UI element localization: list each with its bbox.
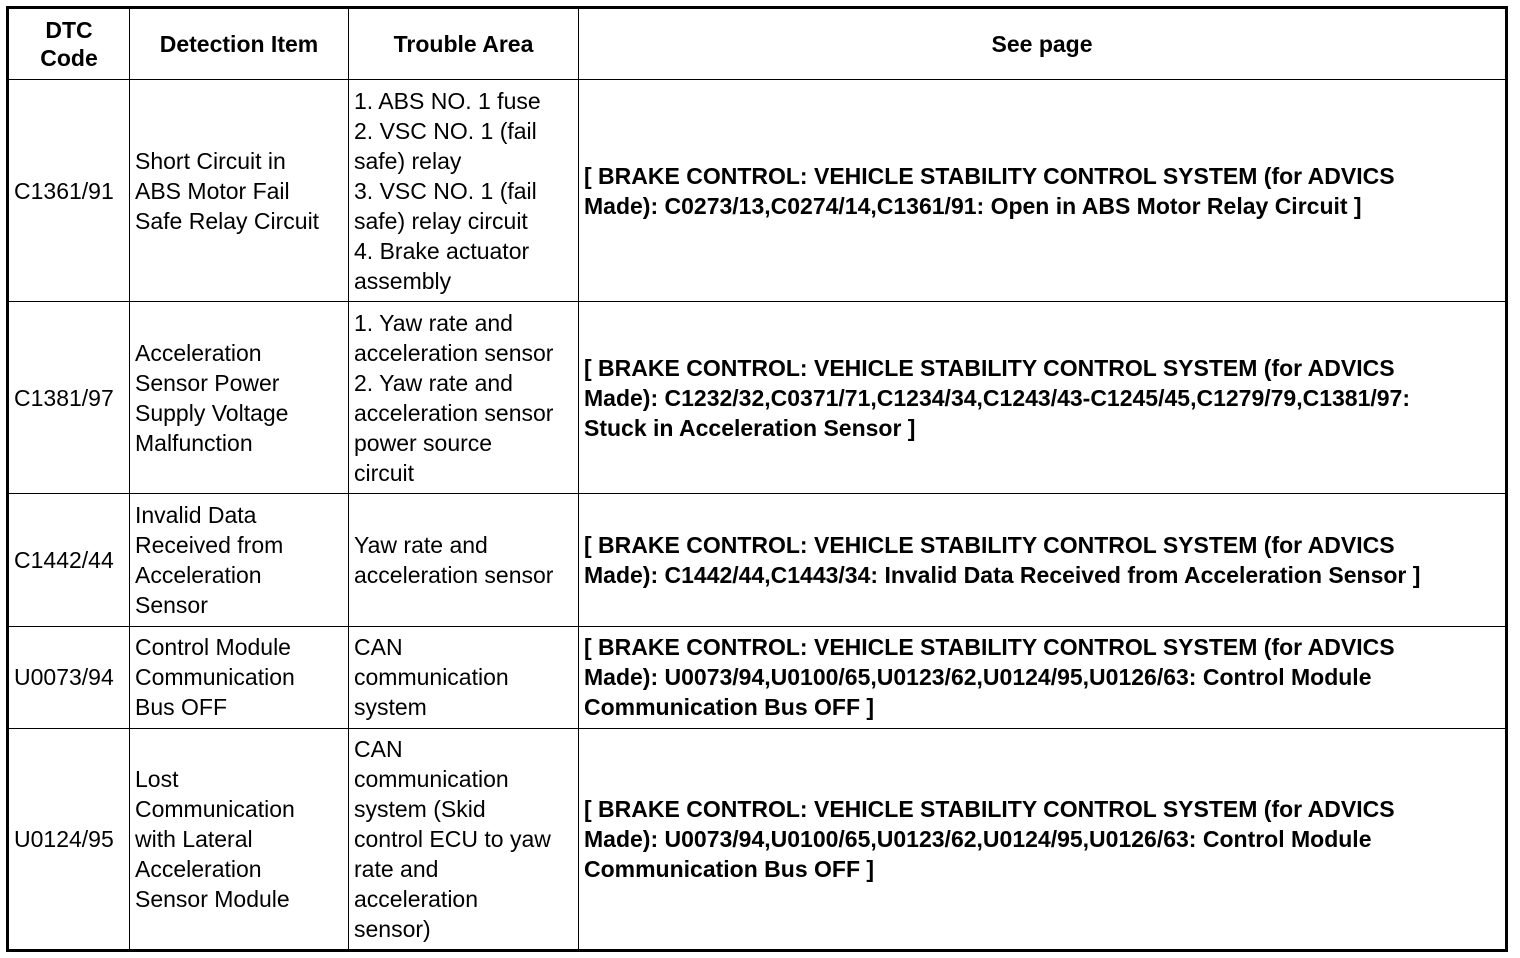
trouble-area-line: 2. Yaw rate and xyxy=(354,369,513,396)
see-page-line: Stuck in Acceleration Sensor ] xyxy=(584,414,916,441)
detection-item-cell xyxy=(130,626,349,728)
trouble-area-line: acceleration sensor xyxy=(354,562,554,589)
trouble-area-line: control ECU to yaw xyxy=(354,825,551,852)
trouble-area-line: CAN xyxy=(354,634,403,661)
trouble-area-line: 1. ABS NO. 1 fuse xyxy=(354,87,541,114)
see-page-link[interactable] xyxy=(579,494,1507,626)
trouble-area-cell xyxy=(349,302,579,494)
see-page-line: Communication Bus OFF ] xyxy=(584,694,875,721)
detection-item-line: Acceleration xyxy=(135,339,262,366)
trouble-area-line: communication xyxy=(354,765,509,792)
header-trouble-area: Trouble Area xyxy=(349,8,579,80)
dtc-table xyxy=(6,6,1508,952)
detection-item-line: Safe Relay Circuit xyxy=(135,207,320,234)
see-page-line: Made): C1442/44,C1443/34: Invalid Data Received from Acceleration Sensor ] xyxy=(584,562,1421,589)
table-row xyxy=(8,302,1507,494)
detection-item-line: Control Module xyxy=(135,634,291,661)
trouble-area-line: assembly xyxy=(354,267,452,294)
trouble-area-line: acceleration sensor xyxy=(354,399,554,426)
trouble-area-line: sensor) xyxy=(354,915,431,942)
detection-item-line: Bus OFF xyxy=(135,694,228,721)
detection-item-line: Communication xyxy=(135,795,295,822)
table-row xyxy=(8,494,1507,626)
detection-item-line: Lost xyxy=(135,765,179,792)
trouble-area-line: Yaw rate and xyxy=(354,532,488,559)
header-dtc-code xyxy=(8,8,130,80)
detection-item-cell xyxy=(130,728,349,950)
trouble-area-line: acceleration xyxy=(354,885,479,912)
trouble-area-line: system (Skid xyxy=(354,795,486,822)
see-page-link[interactable] xyxy=(579,80,1507,302)
see-page-line: [ BRAKE CONTROL: VEHICLE STABILITY CONTROL SYSTEM (for ADVICS xyxy=(584,354,1395,381)
trouble-area-line: CAN xyxy=(354,735,403,762)
detection-item-line: Sensor Power xyxy=(135,369,280,396)
detection-item-line: Received from xyxy=(135,532,284,559)
see-page-line: Made): C1232/32,C0371/71,C1234/34,C1243/43-C1245/45,C1279/79,C1381/97: xyxy=(584,384,1411,411)
detection-item-line: Sensor xyxy=(135,592,208,619)
trouble-area-cell xyxy=(349,80,579,302)
see-page-line: Communication Bus OFF ] xyxy=(584,855,875,882)
detection-item-line: ABS Motor Fail xyxy=(135,177,290,204)
trouble-area-line: rate and xyxy=(354,855,439,882)
see-page-link[interactable] xyxy=(579,728,1507,950)
detection-item-line: Malfunction xyxy=(135,429,253,456)
header-row xyxy=(8,8,1507,80)
trouble-area-line: 3. VSC NO. 1 (fail xyxy=(354,177,537,204)
see-page-line: [ BRAKE CONTROL: VEHICLE STABILITY CONTROL SYSTEM (for ADVICS xyxy=(584,532,1395,559)
trouble-area-cell xyxy=(349,728,579,950)
see-page-link[interactable] xyxy=(579,302,1507,494)
see-page-line: Made): U0073/94,U0100/65,U0123/62,U0124/95,U0126/63: Control Module xyxy=(584,664,1372,691)
see-page-link[interactable] xyxy=(579,626,1507,728)
dtc-code-cell: C1361/91 xyxy=(8,80,130,302)
dtc-code-cell: U0124/95 xyxy=(8,728,130,950)
table-row xyxy=(8,80,1507,302)
trouble-area-line: safe) relay circuit xyxy=(354,207,528,234)
detection-item-cell xyxy=(130,80,349,302)
see-page-line: [ BRAKE CONTROL: VEHICLE STABILITY CONTROL SYSTEM (for ADVICS xyxy=(584,634,1395,661)
detection-item-cell xyxy=(130,494,349,626)
detection-item-cell xyxy=(130,302,349,494)
trouble-area-line: acceleration sensor xyxy=(354,339,554,366)
trouble-area-cell xyxy=(349,494,579,626)
detection-item-line: with Lateral xyxy=(135,825,253,852)
trouble-area-line: safe) relay xyxy=(354,147,462,174)
trouble-area-line: power source xyxy=(354,429,493,456)
trouble-area-line: system xyxy=(354,694,427,721)
see-page-line: Made): U0073/94,U0100/65,U0123/62,U0124/95,U0126/63: Control Module xyxy=(584,825,1372,852)
trouble-area-line: circuit xyxy=(354,459,415,486)
header-see-page: See page xyxy=(579,8,1507,80)
dtc-code-cell: C1442/44 xyxy=(8,494,130,626)
dtc-code-cell: U0073/94 xyxy=(8,626,130,728)
trouble-area-line: communication xyxy=(354,664,509,691)
trouble-area-line: 1. Yaw rate and xyxy=(354,309,513,336)
header-dtc-code-line2: Code xyxy=(40,45,98,71)
header-dtc-code-line1: DTC xyxy=(45,17,93,43)
header-detection-item: Detection Item xyxy=(130,8,349,80)
detection-item-line: Sensor Module xyxy=(135,885,290,912)
table-row xyxy=(8,626,1507,728)
detection-item-line: Invalid Data xyxy=(135,502,257,529)
detection-item-line: Communication xyxy=(135,664,295,691)
detection-item-line: Acceleration xyxy=(135,855,262,882)
see-page-line: [ BRAKE CONTROL: VEHICLE STABILITY CONTROL SYSTEM (for ADVICS xyxy=(584,795,1395,822)
table-row xyxy=(8,728,1507,950)
detection-item-line: Short Circuit in xyxy=(135,147,286,174)
see-page-line: [ BRAKE CONTROL: VEHICLE STABILITY CONTROL SYSTEM (for ADVICS xyxy=(584,162,1395,189)
trouble-area-line: 4. Brake actuator xyxy=(354,237,530,264)
dtc-code-cell: C1381/97 xyxy=(8,302,130,494)
detection-item-line: Acceleration xyxy=(135,562,262,589)
trouble-area-cell xyxy=(349,626,579,728)
trouble-area-line: 2. VSC NO. 1 (fail xyxy=(354,117,537,144)
detection-item-line: Supply Voltage xyxy=(135,399,289,426)
see-page-line: Made): C0273/13,C0274/14,C1361/91: Open in ABS Motor Relay Circuit ] xyxy=(584,192,1362,219)
